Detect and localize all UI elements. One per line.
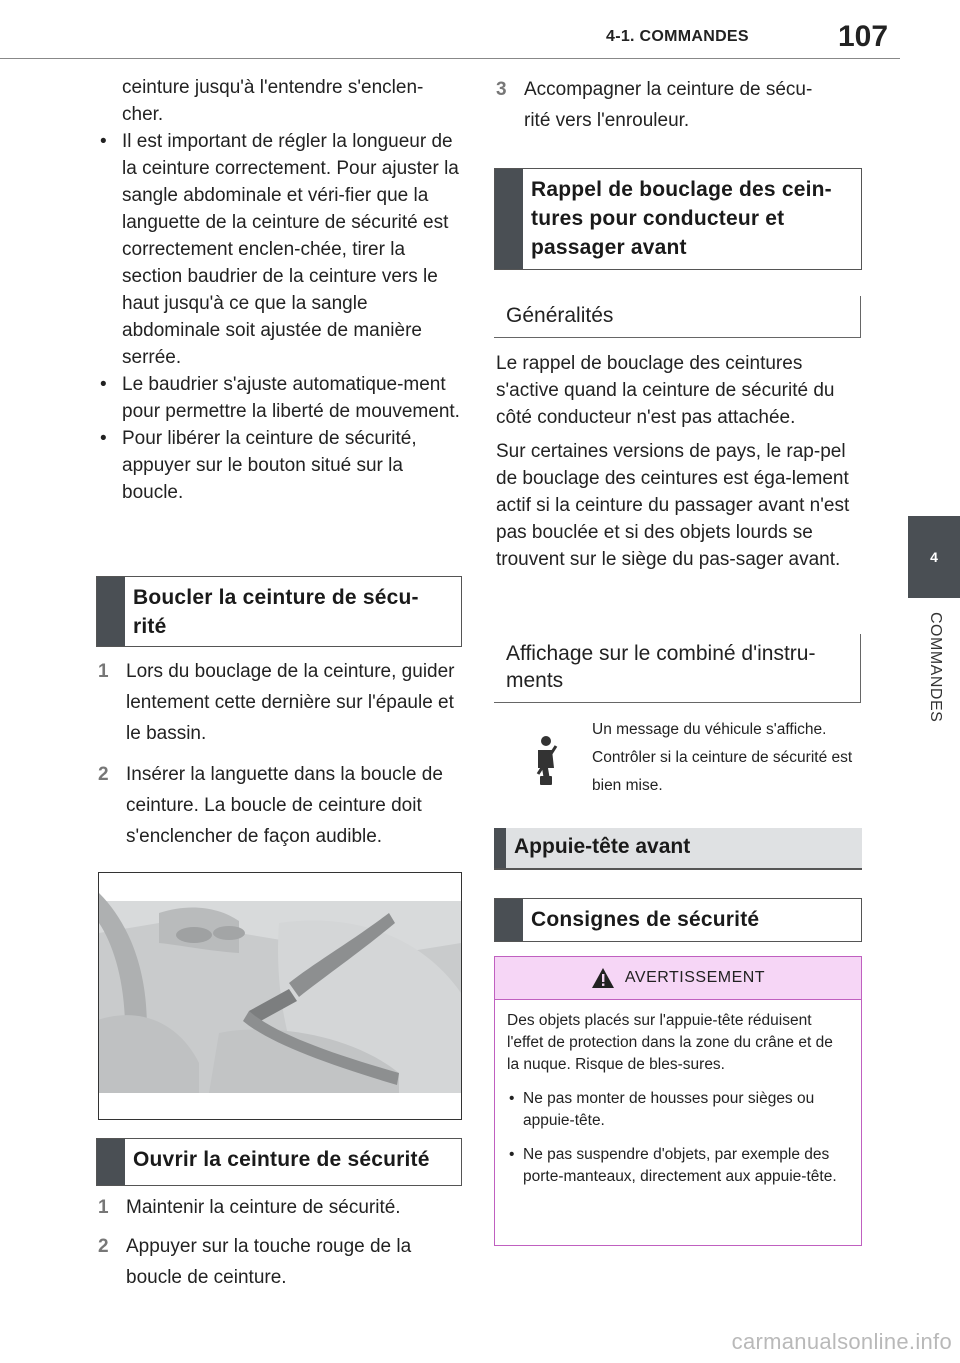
- intro-continued: ceinture jusqu'à l'entendre s'enclen- cher.: [122, 77, 424, 125]
- page-number: 107: [838, 20, 889, 53]
- subsection-display: Affichage sur le combiné d'instru- ments: [494, 634, 861, 703]
- bullet-item: • Il est important de régler la longueur de la ceinture correctement. Pour ajuster la sangle abdominale et véri-fier que la languette de la ceinture de sécurité est correctement enclen-chée, tirer la section baudrier de la ceinture vers le haut jusqu'à ce que la sangle abdominale soit ajustée de manière serrée.: [94, 128, 462, 371]
- section-open-belt: [96, 1138, 462, 1186]
- warning-bullets: [507, 1088, 849, 1188]
- step-text: Insérer la languette dans la boucle de ceinture. La boucle de ceinture doit s'enclencher de façon audible.: [126, 764, 443, 847]
- step-number: 2: [98, 764, 109, 785]
- step-number: 2: [98, 1236, 109, 1257]
- bullet-item: • Le baudrier s'ajuste automatique-ment pour permettre la liberté de mouvement.: [94, 371, 462, 425]
- warning-bullet: • Ne pas monter de housses pour sièges ou appuie-tête.: [507, 1088, 849, 1132]
- step-item: [98, 759, 462, 852]
- chapter-side-label: [918, 612, 948, 742]
- open-steps: [98, 1192, 462, 1293]
- warning-text: Des objets placés sur l'appuie-tête réduisent l'effet de protection dans la zone du crâne et de la nuque. Risque de bles-sures.: [507, 1012, 833, 1073]
- warning-box: [494, 956, 862, 1246]
- step-number: 1: [98, 1197, 109, 1218]
- step-text: Lors du bouclage de la ceinture, guider lentement cette dernière sur l'épaule et le bassin.: [126, 661, 455, 744]
- section-bar: [97, 1139, 125, 1185]
- chapter-label: COMMANDES: [927, 612, 944, 723]
- header-rule: [0, 58, 900, 59]
- section-bar: [494, 828, 506, 868]
- section-headrest: [494, 828, 862, 870]
- warning-triangle-icon: [591, 967, 615, 989]
- bullet-item: • Pour libérer la ceinture de sécurité, appuyer sur le bouton situé sur la boucle.: [94, 425, 462, 506]
- step-item: [98, 1231, 462, 1293]
- subsection-general: Généralités: [494, 296, 861, 338]
- chapter-number: 4: [930, 549, 938, 565]
- section-belt-reminder: [494, 168, 862, 270]
- section-fasten-belt: [96, 576, 462, 647]
- section-title: Consignes de sécurité: [531, 908, 760, 931]
- section-title: Boucler la ceinture de sécu- rité: [133, 586, 419, 638]
- section-bar: [495, 169, 523, 269]
- fasten-steps: [98, 656, 462, 852]
- reminder-para-2: Sur certaines versions de pays, le rap-pel de bouclage des ceintures est éga-lement actif si la ceinture du passager avant n'est pas bouclée et si des objets lourds se trouvent sur le siège du pas-sager avant.: [496, 441, 850, 570]
- step-number: 3: [496, 79, 507, 100]
- seatbelt-warning-icon: [526, 734, 566, 790]
- section-bar: [495, 899, 523, 941]
- adjust-bullets: [94, 128, 462, 506]
- section-title: Appuie-tête avant: [514, 835, 691, 858]
- reminder-para-1: Le rappel de bouclage des ceintures s'active quand la ceinture de sécurité du côté conducteur n'est pas attachée.: [496, 353, 835, 428]
- section-bar: [97, 577, 125, 646]
- step-item: [496, 74, 860, 136]
- section-title: Rappel de bouclage des cein- tures pour conducteur et passager avant: [531, 178, 832, 259]
- watermark: carmanualsonline.info: [731, 1329, 952, 1354]
- section-safety: [494, 898, 862, 942]
- step-text: Accompagner la ceinture de sécu- rité vers l'enrouleur.: [524, 79, 813, 131]
- running-header-section: 4-1. COMMANDES: [606, 28, 749, 45]
- warning-bullet: • Ne pas suspendre d'objets, par exemple des porte-manteaux, directement aux appuie-tête.: [507, 1144, 849, 1188]
- warning-body: [495, 1000, 861, 1212]
- step-item: [98, 1192, 462, 1223]
- step-text: Maintenir la ceinture de sécurité.: [126, 1197, 401, 1218]
- section-title: Ouvrir la ceinture de sécurité: [133, 1148, 430, 1171]
- seatbelt-illustration: [98, 872, 462, 1120]
- step-text: Appuyer sur la touche rouge de la boucle de ceinture.: [126, 1236, 412, 1288]
- step-item: [98, 656, 462, 749]
- step-number: 1: [98, 661, 109, 682]
- warning-header: [495, 957, 861, 1000]
- seatbelt-photo-drawing: [99, 873, 461, 1119]
- warning-title: AVERTISSEMENT: [624, 969, 766, 986]
- chapter-tab: [908, 516, 960, 598]
- display-note: Un message du véhicule s'affiche. Contrôler si la ceinture de sécurité est bien mise.: [592, 721, 853, 794]
